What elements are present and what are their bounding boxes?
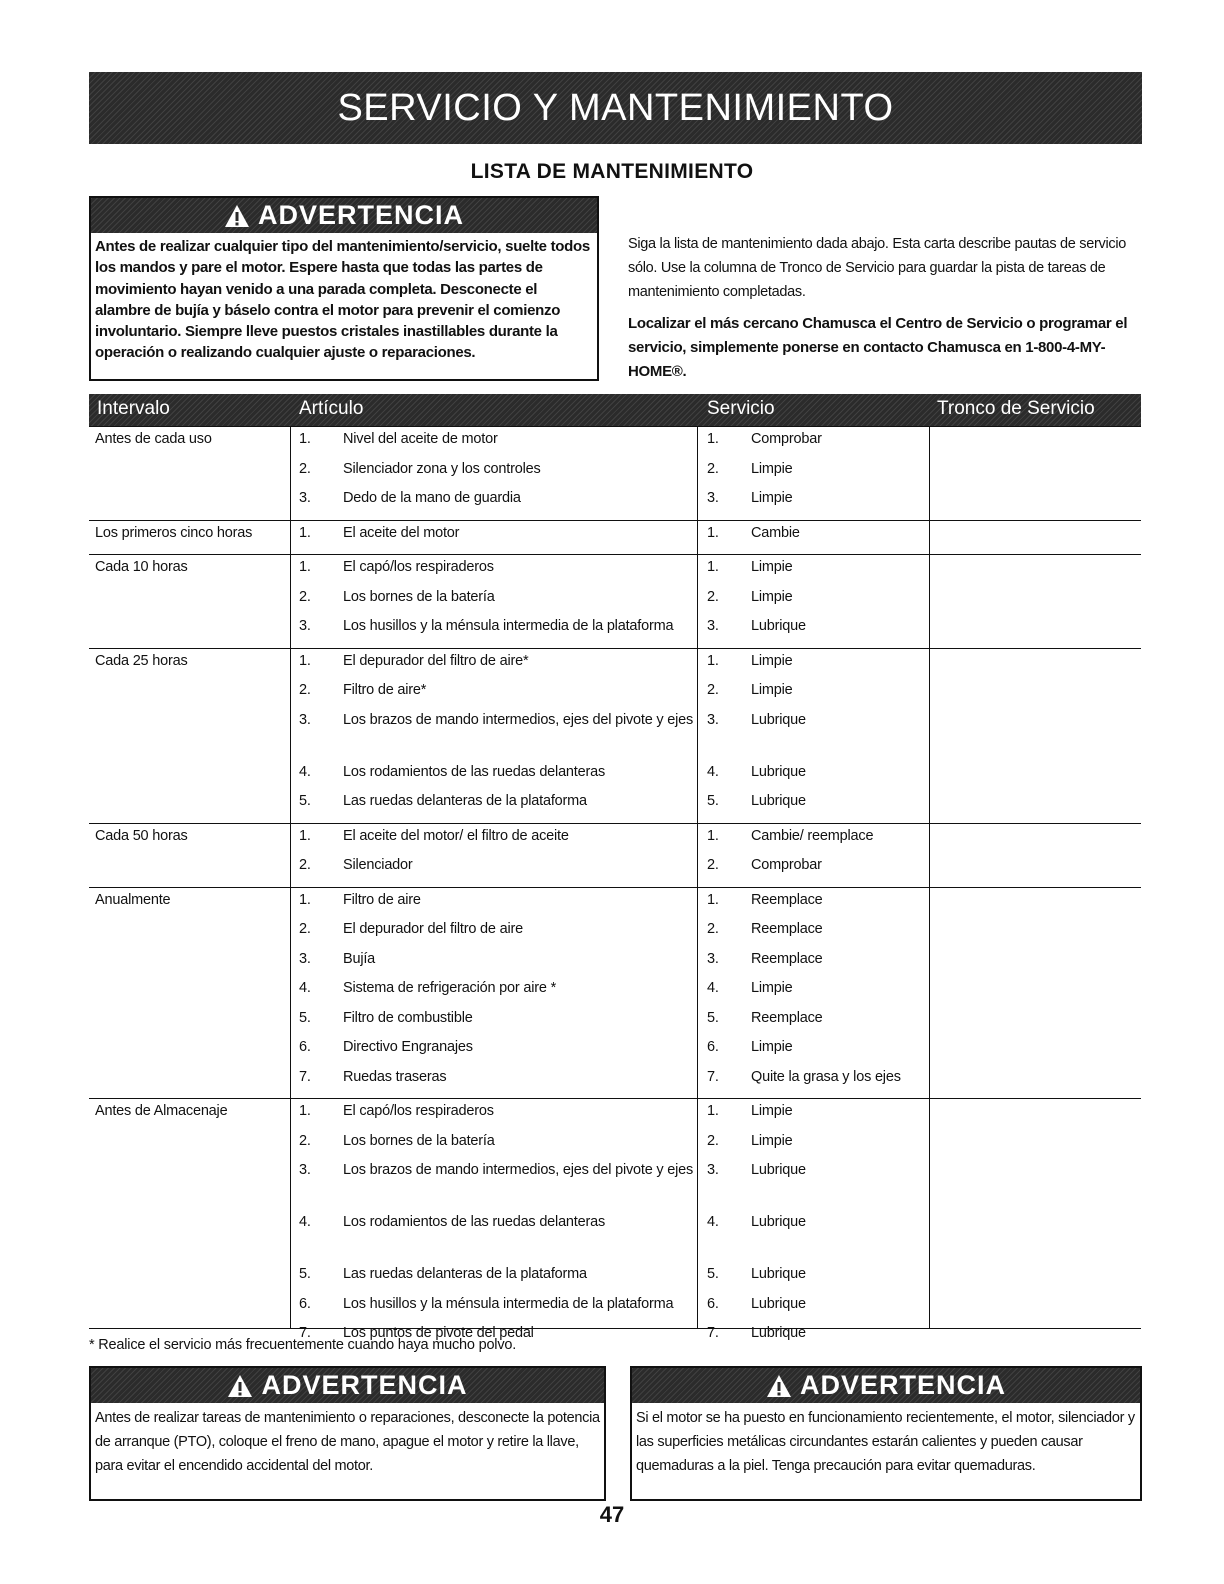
item-number: 2. (299, 682, 311, 698)
interval-cell: Antes de cada uso (95, 431, 212, 447)
service-action: Comprobar (751, 857, 822, 873)
item-number: 2. (299, 588, 311, 605)
item-number: 1. (299, 431, 311, 447)
warning-header (91, 198, 597, 233)
interval-cell: Cada 10 horas (95, 559, 188, 575)
service-number: 1. (707, 524, 719, 541)
table-group (89, 521, 1141, 556)
item-name: Filtro de combustible (343, 1009, 473, 1026)
service-action: Limpie (751, 980, 793, 996)
item-name: Filtro de aire* (343, 682, 427, 698)
item-name: Los puntos de pivote del pedal (343, 1325, 534, 1341)
table-row (89, 1039, 1141, 1063)
table-row (89, 682, 1141, 706)
item-name: Sistema de refrigeración por aire * (343, 980, 557, 996)
service-number: 3. (707, 490, 719, 506)
service-number: 1. (707, 1103, 719, 1119)
item-name: El depurador del filtro de aire (343, 921, 523, 937)
item-name: Bujía (343, 950, 376, 967)
table-row (89, 1069, 1141, 1093)
service-number: 3. (707, 711, 719, 728)
table-row (89, 1266, 1141, 1290)
table-row (89, 461, 1141, 485)
warning-heading: ADVERTENCIA (261, 1370, 468, 1400)
service-number: 3. (707, 950, 719, 967)
warning-triangle-icon (766, 1374, 792, 1398)
service-number: 5. (707, 1009, 719, 1026)
item-number: 2. (299, 460, 311, 477)
item-name: Filtro de aire (343, 891, 421, 908)
item-number: 1. (299, 1103, 311, 1119)
item-name: Los rodamientos de las ruedas delanteras (343, 1214, 606, 1230)
service-action: Lubrique (751, 618, 806, 634)
table-row (89, 764, 1141, 788)
header-item: Artículo (299, 398, 364, 419)
item-name: Los husillos y la ménsula intermedia de la plataforma (343, 618, 674, 634)
service-action: Lubrique (751, 1295, 806, 1312)
contact-paragraph: Localizar el más cercano Chamusca el Centro de Servicio o programar el servicio, simplemente ponerse en contacto Chamusca en 1-800-4-MY-HOME®. (628, 315, 1128, 380)
page-number: 47 (599, 1502, 625, 1527)
item-number: 3. (299, 1162, 311, 1178)
header-log: Tronco de Servicio (937, 398, 1095, 419)
interval-cell: Anualmente (95, 891, 171, 908)
table-group (89, 1099, 1141, 1356)
item-number: 5. (299, 1266, 311, 1282)
item-number: 1. (299, 524, 311, 541)
page-banner (89, 72, 1142, 144)
service-action: Reemplace (751, 921, 823, 937)
item-number: 3. (299, 711, 311, 728)
table-row (89, 980, 1141, 1004)
service-action: Limpie (751, 559, 793, 575)
service-number: 3. (707, 1162, 719, 1178)
item-name: Los bornes de la batería (343, 1132, 495, 1149)
service-number: 2. (707, 588, 719, 605)
banner-title: SERVICIO Y MANTENIMIENTO (337, 86, 894, 129)
warning-box-bottom-left (89, 1366, 606, 1501)
item-name: Nivel del aceite de motor (343, 431, 498, 447)
item-name: Silenciador (343, 857, 413, 873)
item-name: El aceite del motor (343, 524, 460, 541)
service-number: 4. (707, 1214, 719, 1230)
maintenance-table (89, 426, 1141, 1341)
table-row (89, 1162, 1141, 1186)
item-name: Los brazos de mando intermedios, ejes del pivote y ejes (343, 711, 694, 728)
item-number: 3. (299, 618, 311, 634)
service-action: Lubrique (751, 763, 806, 780)
warning-text: Antes de realizar tareas de mantenimiento o reparaciones, desconecte la potencia de arranque (PTO), coloque el freno de mano, apague el motor y retire la llave, para evitar el encendido accidental del motor. (95, 1410, 600, 1474)
table-row (89, 712, 1141, 736)
item-number: 2. (299, 921, 311, 937)
table-row (89, 921, 1141, 945)
table-row (89, 1133, 1141, 1157)
item-number: 7. (299, 1068, 311, 1085)
table-header (89, 394, 1141, 426)
service-action: Cambie/ reemplace (751, 827, 874, 844)
header-service: Servicio (707, 398, 775, 419)
service-action: Comprobar (751, 431, 822, 447)
service-action: Limpie (751, 1103, 793, 1119)
service-action: Lubrique (751, 1325, 806, 1341)
table-row (89, 793, 1141, 817)
item-name: Las ruedas delanteras de la plataforma (343, 1266, 587, 1282)
service-action: Lubrique (751, 793, 806, 809)
item-number: 1. (299, 827, 311, 844)
service-number: 1. (707, 559, 719, 575)
item-name: Silenciador zona y los controles (343, 460, 541, 477)
item-name: Directivo Engranajes (343, 1039, 473, 1055)
table-row (89, 589, 1141, 613)
service-action: Limpie (751, 652, 793, 669)
item-number: 5. (299, 1009, 311, 1026)
service-number: 5. (707, 1266, 719, 1282)
service-number: 6. (707, 1039, 719, 1055)
item-number: 5. (299, 793, 311, 809)
warning-text: Si el motor se ha puesto en funcionamiento recientemente, el motor, silenciador y las superficies metálicas circundantes estarán calientes y pueden causar quemaduras a la piel. Tenga precaución para evitar quemaduras. (636, 1410, 1135, 1474)
intro-text (628, 232, 1128, 384)
service-number: 2. (707, 682, 719, 698)
service-action: Reemplace (751, 950, 823, 967)
table-row (89, 1296, 1141, 1320)
item-number: 4. (299, 763, 311, 780)
service-number: 3. (707, 618, 719, 634)
service-action: Lubrique (751, 1162, 806, 1178)
service-number: 6. (707, 1295, 719, 1312)
service-number: 7. (707, 1325, 719, 1341)
service-action: Limpie (751, 1132, 793, 1149)
warning-text: Antes de realizar cualquier tipo del mantenimiento/servicio, suelte todos los mandos y pare el motor. Espere hasta que todas las partes de movimiento hayan venido a una parada completa. Desconecte el alambre de bujía y báselo contra el motor para prevenir el comienzo involuntario. Siempre lleve puestos cristales inastillables durante la operación o realizando cualquier ajuste o reparaciones. (95, 238, 590, 362)
item-number: 2. (299, 1132, 311, 1149)
warning-heading: ADVERTENCIA (799, 1370, 1006, 1400)
table-row (89, 1010, 1141, 1034)
service-number: 4. (707, 763, 719, 780)
item-name: El aceite del motor/ el filtro de aceite (343, 827, 569, 844)
item-name: Los brazos de mando intermedios, ejes del pivote y ejes (343, 1162, 694, 1178)
service-action: Reemplace (751, 891, 823, 908)
service-action: Lubrique (751, 711, 806, 728)
table-row (89, 892, 1141, 916)
service-action: Limpie (751, 1039, 793, 1055)
item-number: 2. (299, 857, 311, 873)
service-number: 7. (707, 1068, 719, 1085)
table-row (89, 1103, 1141, 1127)
table-row (89, 431, 1141, 455)
table-row (89, 653, 1141, 677)
warning-box-bottom-right (630, 1366, 1142, 1501)
table-row (89, 828, 1141, 852)
service-number: 1. (707, 431, 719, 447)
service-number: 1. (707, 827, 719, 844)
service-number: 2. (707, 921, 719, 937)
service-number: 2. (707, 1132, 719, 1149)
section-title: LISTA DE MANTENIMIENTO (470, 160, 754, 183)
warning-triangle-icon (224, 204, 250, 228)
warning-heading: ADVERTENCIA (257, 200, 464, 230)
item-name: Las ruedas delanteras de la plataforma (343, 793, 587, 809)
table-row (89, 857, 1141, 881)
item-number: 1. (299, 652, 311, 669)
item-number: 3. (299, 490, 311, 506)
table-group (89, 649, 1141, 824)
interval-cell: Cada 50 horas (95, 827, 188, 844)
item-name: Los husillos y la ménsula intermedia de la plataforma (343, 1295, 674, 1312)
service-action: Limpie (751, 588, 793, 605)
interval-cell: Los primeros cinco horas (95, 524, 253, 541)
interval-cell: Cada 25 horas (95, 652, 188, 669)
service-action: Reemplace (751, 1009, 823, 1026)
table-group (89, 824, 1141, 888)
table-group (89, 555, 1141, 649)
service-action: Limpie (751, 490, 793, 506)
service-action: Cambie (751, 524, 800, 541)
item-name: Ruedas traseras (343, 1068, 447, 1085)
service-number: 2. (707, 857, 719, 873)
service-action: Limpie (751, 682, 793, 698)
service-action: Lubrique (751, 1266, 806, 1282)
table-row (89, 618, 1141, 642)
service-number: 5. (707, 793, 719, 809)
service-number: 1. (707, 891, 719, 908)
service-action: Quite la grasa y los ejes (751, 1068, 901, 1085)
table-group (89, 427, 1141, 521)
service-action: Limpie (751, 460, 793, 477)
service-number: 4. (707, 980, 719, 996)
service-number: 1. (707, 652, 719, 669)
item-number: 1. (299, 891, 311, 908)
item-name: Dedo de la mano de guardia (343, 490, 521, 506)
table-row (89, 525, 1141, 549)
item-name: El capó/los respiraderos (343, 559, 494, 575)
warning-header (632, 1368, 1140, 1403)
warning-triangle-icon (227, 1374, 253, 1398)
item-number: 4. (299, 1214, 311, 1230)
item-number: 1. (299, 559, 311, 575)
table-row (89, 1214, 1141, 1238)
item-number: 6. (299, 1295, 311, 1312)
header-interval: Intervalo (97, 398, 170, 419)
table-row (89, 559, 1141, 583)
table-row (89, 951, 1141, 975)
interval-cell: Antes de Almacenaje (95, 1103, 228, 1119)
item-name: El depurador del filtro de aire* (343, 652, 529, 669)
item-name: Los bornes de la batería (343, 588, 495, 605)
warning-box-top (89, 196, 599, 381)
service-number: 2. (707, 460, 719, 477)
table-group (89, 888, 1141, 1100)
item-number: 4. (299, 980, 311, 996)
service-action: Lubrique (751, 1214, 806, 1230)
warning-header (91, 1368, 604, 1403)
item-number: 7. (299, 1325, 311, 1341)
item-number: 6. (299, 1039, 311, 1055)
item-name: Los rodamientos de las ruedas delanteras (343, 763, 606, 780)
item-name: El capó/los respiraderos (343, 1103, 494, 1119)
table-row (89, 490, 1141, 514)
footnote: * Realice el servicio más frecuentemente cuando haya mucho polvo. (89, 1337, 517, 1353)
intro-paragraph: Siga la lista de mantenimiento dada abajo. Esta carta describe pautas de servicio sólo. Use la columna de Tronco de Servicio para guardar la pista de tareas de mantenimiento completadas. (628, 236, 1127, 300)
item-number: 3. (299, 950, 311, 967)
